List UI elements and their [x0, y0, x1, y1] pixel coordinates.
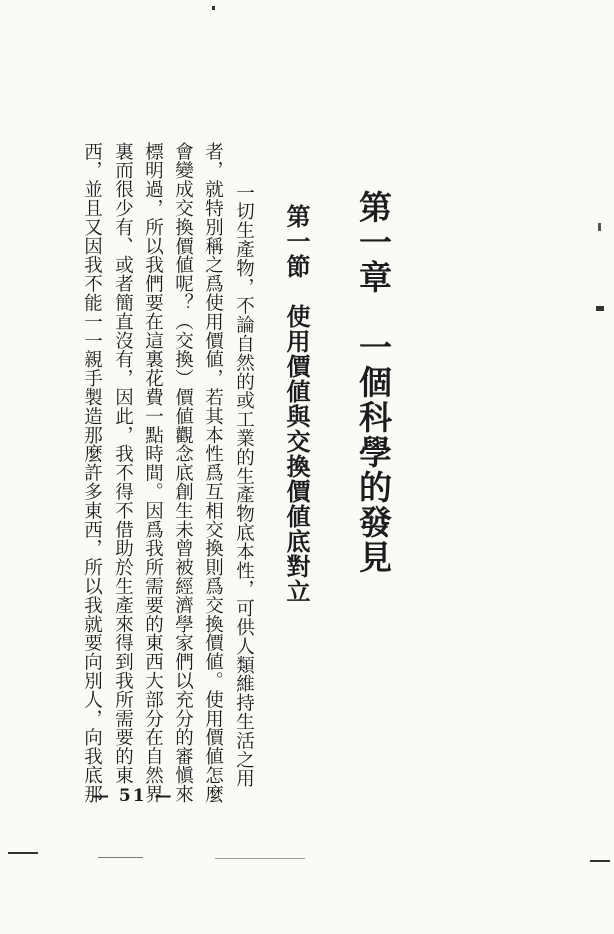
scan-mark-bottom-2 — [215, 858, 305, 859]
chapter-label: 第一章 — [354, 190, 393, 295]
body-line-1: 一切生產物，不論自然的或工業的生產物底本性，可供人類維持生活之用 — [233, 183, 255, 788]
body-line-3: 會變成交換價値呢？（交換）價値觀念底創生未曾被經濟學家們以充分的審愼來 — [172, 142, 194, 804]
scan-mark-right — [590, 860, 610, 862]
section-heading — [282, 204, 311, 604]
scan-speck-3 — [598, 223, 601, 231]
body-line-5: 裏而很少有、或者簡直沒有，因此，我不得不借助於生產來得到我所需要的東 — [112, 142, 134, 785]
scan-speck-1 — [596, 306, 604, 311]
body-line-2: 者，就特別稱之爲使用價値，若其本性爲互相交換則爲交換價値。使用價値怎麼 — [202, 142, 224, 804]
section-title: 使用價値與交換價値底對立 — [282, 304, 311, 604]
chapter-heading — [354, 190, 393, 575]
scan-speck-2 — [212, 6, 215, 10]
section-gap — [282, 279, 311, 304]
chapter-gap — [354, 295, 393, 330]
body-line-6: 西，並且又因我不能一一親手製造那麼許多東西，所以我就要向別人，向我底那 — [81, 142, 103, 804]
section-label: 第一節 — [282, 204, 311, 279]
body-line-4: 標明過，所以我們要在這裏花費一點時間。因爲我所需要的東西大部分在自然界 — [142, 142, 164, 804]
scan-mark-left — [8, 852, 38, 854]
page-number: — 51 — — [92, 786, 174, 806]
chapter-title: 一個科學的發見 — [354, 330, 393, 575]
scan-mark-bottom-1 — [98, 857, 143, 858]
